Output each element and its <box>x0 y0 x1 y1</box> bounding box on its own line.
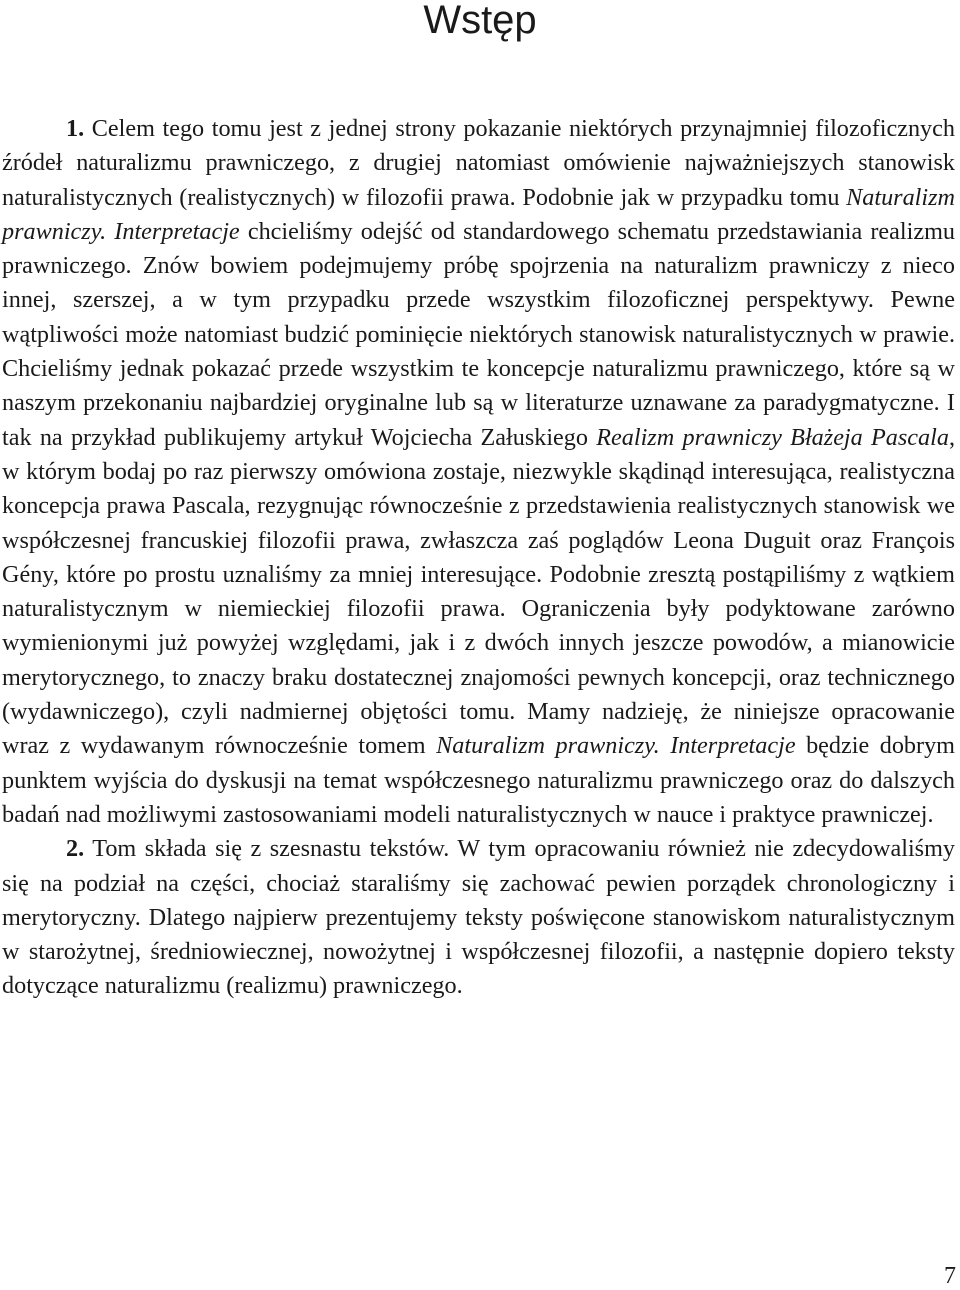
text-segment: Celem tego tomu jest z jednej strony pokazanie niektórych przynajmniej filozoficznych źródeł naturalizmu prawniczego, z drugiej natomiast omówienie najważniejszych stanowisk naturalistycznych (realistycznych) w filozofii prawa. Podobnie jak w przypadku tomu <box>2 115 955 211</box>
text-segment: Tom składa się z szesnastu tekstów. W tym opracowaniu również nie zdecydowaliśmy się na podział na części, chociaż staraliśmy się zachować pewien porządek chronologiczny i merytoryczny. Dlatego najpierw prezentujemy teksty poświęcone stanowiskom naturalistycznym w starożytnej, średniowiecznej, nowożytnej i współczesnej filozofii, a następnie dopiero teksty dotyczące naturalizmu (realizmu) prawniczego. <box>2 835 955 1000</box>
page-number: 7 <box>944 1263 956 1289</box>
paragraph-1 <box>2 112 955 832</box>
page-title: Wstęp <box>423 0 537 42</box>
text-segment: , w którym bodaj po raz pierwszy omówiona zostaje, niezwykle skądinąd interesująca, realistyczna koncepcja prawa Pascala, rezygnując równocześnie z przedstawienia realistycznych stanowisk we współczesnej francuskiej filozofii prawa, zwłaszcza zaś poglądów Leona Duguit oraz François Gény, które po prostu uznaliśmy za mniej interesujące. Podobnie zresztą postąpiliśmy z wątkiem naturalistycznym w niemieckiej filozofii prawa. Ograniczenia były podyktowane zarówno wymienionymi już powyżej względami, jak i z dwóch innych jeszcze powodów, a mianowicie merytorycznego, to znaczy braku dostatecznej znajomości pewnych koncepcji, oraz technicznego (wydawniczego), czyli nadmiernej objętości tomu. Mamy nadzieję, że niniejsze opracowanie wraz z wydawanym równocześnie tomem <box>2 423 955 760</box>
text-segment: chcieliśmy odejść od standardowego schematu przedstawiania realizmu prawniczego. Znów bowiem podejmujemy próbę spojrzenia na naturalizm prawniczy z nieco innej, szerszej, a w tym przypadku przede wszystkim filozoficznej perspektywy. Pewne wątpliwości może natomiast budzić pominięcie niektórych stanowisk naturalistycznych w prawie. Chcieliśmy jednak pokazać przede wszystkim te koncepcje naturalizmu prawniczego, które są w naszym przekonaniu najbardziej oryginalne lub są w literaturze uznawane za paradygmatyczne. I tak na przykład publikujemy artykuł Wojciecha Załuskiego <box>2 217 955 451</box>
paragraph-number: 1. <box>66 115 85 142</box>
paragraph-2 <box>2 832 955 1003</box>
book-title-italic: Naturalizm prawniczy. Interpretacje <box>2 183 955 245</box>
text-segment: będzie dobrym punktem wyjścia do dyskusji na temat współczesnego naturalizmu prawniczego oraz do dalszych badań nad możliwymi zastosowaniami modeli naturalistycznych w nauce i praktyce prawniczej. <box>2 732 955 828</box>
book-title-italic: Naturalizm prawniczy. Interpretacje <box>436 732 796 760</box>
body-text <box>2 112 955 1004</box>
article-title-italic: Realizm prawniczy Błażeja Pascala <box>596 423 949 451</box>
paragraph-number: 2. <box>66 835 85 863</box>
